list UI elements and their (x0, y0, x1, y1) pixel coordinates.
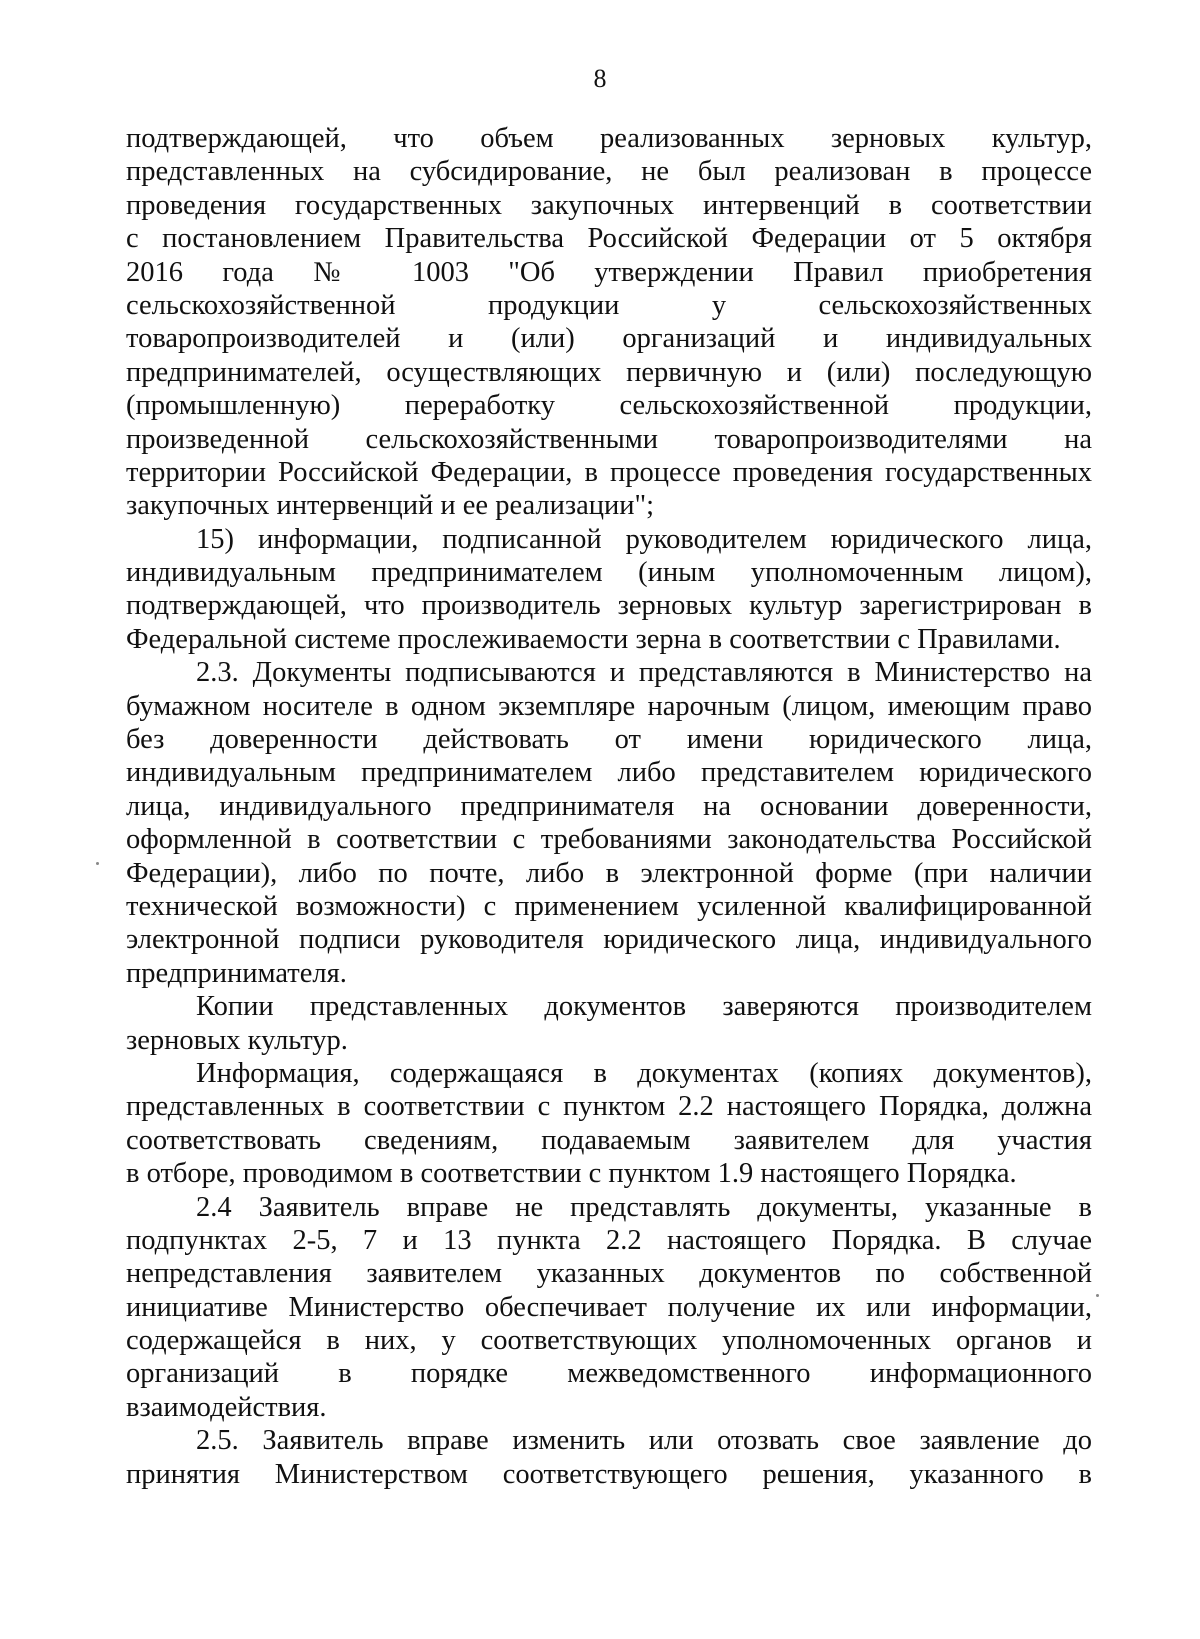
text-line: (промышленную) переработку сельскохозяйственной продукции, (126, 390, 1092, 422)
document-body (126, 122, 1092, 1491)
scan-speck (1096, 1294, 1099, 1297)
text-line: произведенной сельскохозяйственными товаропроизводителями на (126, 423, 1092, 455)
text-line: 2.5. Заявитель вправе изменить или отозвать свое заявление до (196, 1425, 1092, 1457)
text-line: бумажном носителе в одном экземпляре нарочным (лицом, имеющим право (126, 690, 1092, 722)
text-line: индивидуальным предпринимателем (иным уполномоченным лицом), (126, 557, 1092, 589)
text-line: предпринимателя. (126, 957, 347, 989)
text-line: подтверждающей, что объем реализованных зерновых культур, (126, 123, 1092, 154)
text-line: электронной подписи руководителя юридического лица, индивидуального (126, 924, 1092, 956)
text-line: индивидуальным предпринимателем либо представителем юридического (126, 757, 1092, 789)
text-line: взаимодействия. (126, 1391, 327, 1423)
text-line: Федеральной системе прослеживаемости зерна в соответствии с Правилами. (126, 623, 1061, 655)
text-line: в отборе, проводимом в соответствии с пунктом 1.9 настоящего Порядка. (126, 1158, 1017, 1190)
text-line: Информация, содержащаяся в документах (копиях документов), (196, 1057, 1092, 1089)
text-line: 15) информации, подписанной руководителем юридического лица, (196, 523, 1092, 555)
text-line: 2016 года № 1003 "Об утверждении Правил приобретения (126, 256, 1092, 288)
text-line: зерновых культур. (126, 1024, 348, 1056)
text-line: технической возможности) с применением усиленной квалифицированной (126, 890, 1092, 922)
text-line: представленных в соответствии с пунктом 2.2 настоящего Порядка, должна (126, 1091, 1092, 1123)
text-line: принятия Министерством соответствующего решения, указанного в (126, 1458, 1092, 1490)
text-line: 2.4 Заявитель вправе не представлять документы, указанные в (196, 1191, 1092, 1223)
text-line: оформленной в соответствии с требованиями законодательства Российской (126, 824, 1092, 856)
text-line: содержащейся в них, у соответствующих уполномоченных органов и (126, 1325, 1092, 1357)
text-line: проведения государственных закупочных интервенций в соответствии (126, 189, 1092, 221)
text-line: предпринимателей, осуществляющих первичную и (или) последующую (126, 356, 1092, 388)
text-line: без доверенности действовать от имени юридического лица, (126, 724, 1092, 756)
text-line: соответствовать сведениям, подаваемым заявителем для участия (126, 1124, 1092, 1156)
text-line: Федерации), либо по почте, либо в электронной форме (при наличии (126, 857, 1092, 889)
text-line: представленных на субсидирование, не был реализован в процессе (126, 156, 1092, 188)
text-line: подтверждающей, что производитель зерновых культур зарегистрирован в (126, 590, 1092, 622)
text-line: Копии представленных документов заверяются производителем (196, 991, 1092, 1023)
text-line: подпунктах 2-5, 7 и 13 пункта 2.2 настоящего Порядка. В случае (126, 1224, 1092, 1256)
text-line: непредставления заявителем указанных документов по собственной (126, 1258, 1092, 1290)
text-line: 2.3. Документы подписываются и представляются в Министерство на (196, 657, 1092, 689)
text-line: организаций в порядке межведомственного информационного (126, 1358, 1092, 1390)
page-number: 8 (593, 64, 607, 93)
text-line: закупочных интервенций и ее реализации"; (126, 490, 655, 522)
text-line: лица, индивидуального предпринимателя на основании доверенности, (126, 790, 1092, 822)
text-line: товаропроизводителей и (или) организаций и индивидуальных (126, 323, 1092, 355)
text-line: с постановлением Правительства Российской Федерации от 5 октября (126, 223, 1092, 255)
text-line: сельскохозяйственной продукции у сельскохозяйственных (126, 289, 1092, 321)
text-line: инициативе Министерство обеспечивает получение их или информации, (126, 1291, 1092, 1323)
text-line: территории Российской Федерации, в процессе проведения государственных (126, 456, 1092, 488)
scan-speck (96, 862, 99, 865)
